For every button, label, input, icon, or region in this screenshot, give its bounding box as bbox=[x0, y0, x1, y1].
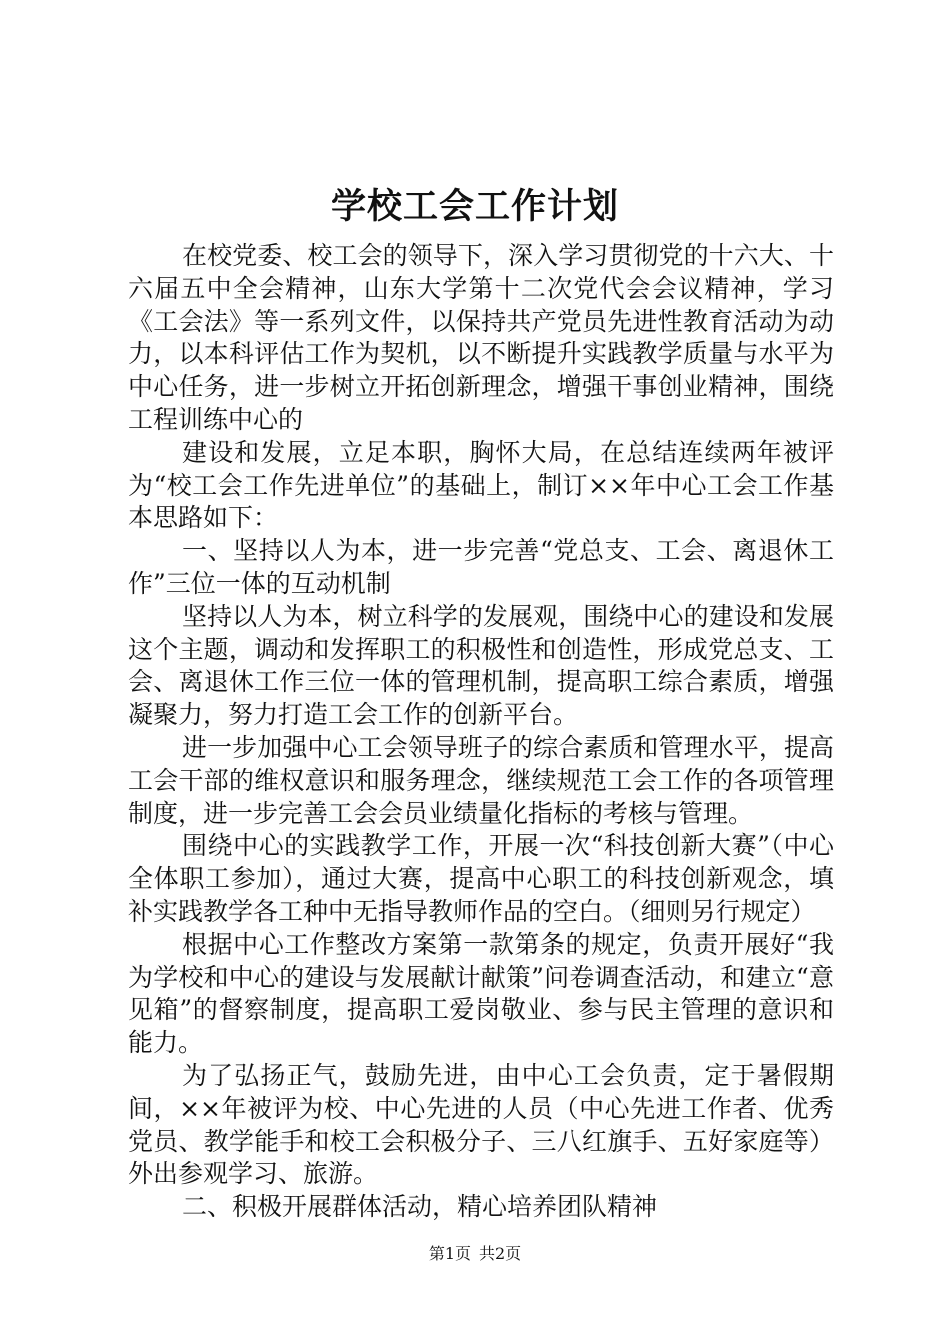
paragraph-study-trip: 为了弘扬正气，鼓励先进，由中心工会负责，定于暑假期间，××年被评为校、中心先进的人员（中心先进工作者、优秀党员、教学能手和校工会积极分子、三八红旗手、五好家庭等）外出参观学习、旅游。 bbox=[128, 1060, 834, 1189]
paragraph-people-first: 坚持以人为本，树立科学的发展观，围绕中心的建设和发展这个主题，调动和发挥职工的积极性和创造性，形成党总支、工会、离退休工作三位一体的管理机制，提高职工综合素质，增强凝聚力，努力打造工会工作的创新平台。 bbox=[128, 601, 834, 730]
section-heading-2: 二、积极开展群体活动，精心培养团队精神 bbox=[182, 1192, 658, 1222]
paragraph-basis: 建设和发展，立足本职，胸怀大局，在总结连续两年被评为“校工会工作先进单位”的基础上，制订××年中心工会工作基本思路如下： bbox=[128, 437, 834, 533]
document-title: 学校工会工作计划 bbox=[330, 186, 619, 227]
paragraph-intro: 在校党委、校工会的领导下，深入学习贯彻党的十六大、十六届五中全会精神，山东大学第十二次党代会会议精神，学习《工会法》等一系列文件，以保持共产党员先进性教育活动为动力，以本科评估工作为契机，以不断提升实践教学质量与水平为中心任务，进一步树立开拓创新理念，增强干事创业精神，围绕工程训练中心的 bbox=[128, 241, 834, 434]
page-total: 共2页 bbox=[479, 1244, 522, 1263]
paragraph-innovation-contest: 围绕中心的实践教学工作，开展一次“科技创新大赛”（中心全体职工参加），通过大赛，提高中心职工的科技创新观念，填补实践教学各工种中无指导教师作品的空白。（细则另行规定） bbox=[128, 831, 834, 926]
page-footer bbox=[0, 1243, 950, 1265]
section-heading-1: 一、坚持以人为本，进一步完善“党总支、工会、离退休工作”三位一体的互动机制 bbox=[128, 536, 834, 598]
page-number: 第1页 bbox=[428, 1244, 471, 1263]
paragraph-leadership: 进一步加强中心工会领导班子的综合素质和管理水平，提高工会干部的维权意识和服务理念，继续规范工会工作的各项管理制度，进一步完善工会会员业绩量化指标的考核与管理。 bbox=[128, 732, 834, 828]
paragraph-survey: 根据中心工作整改方案第一款第条的规定，负责开展好“我为学校和中心的建设与发展献计献策”问卷调查活动，和建立“意见箱”的督察制度，提高职工爱岗敬业、参与民主管理的意识和能力。 bbox=[128, 929, 834, 1058]
document-body bbox=[128, 240, 834, 1224]
